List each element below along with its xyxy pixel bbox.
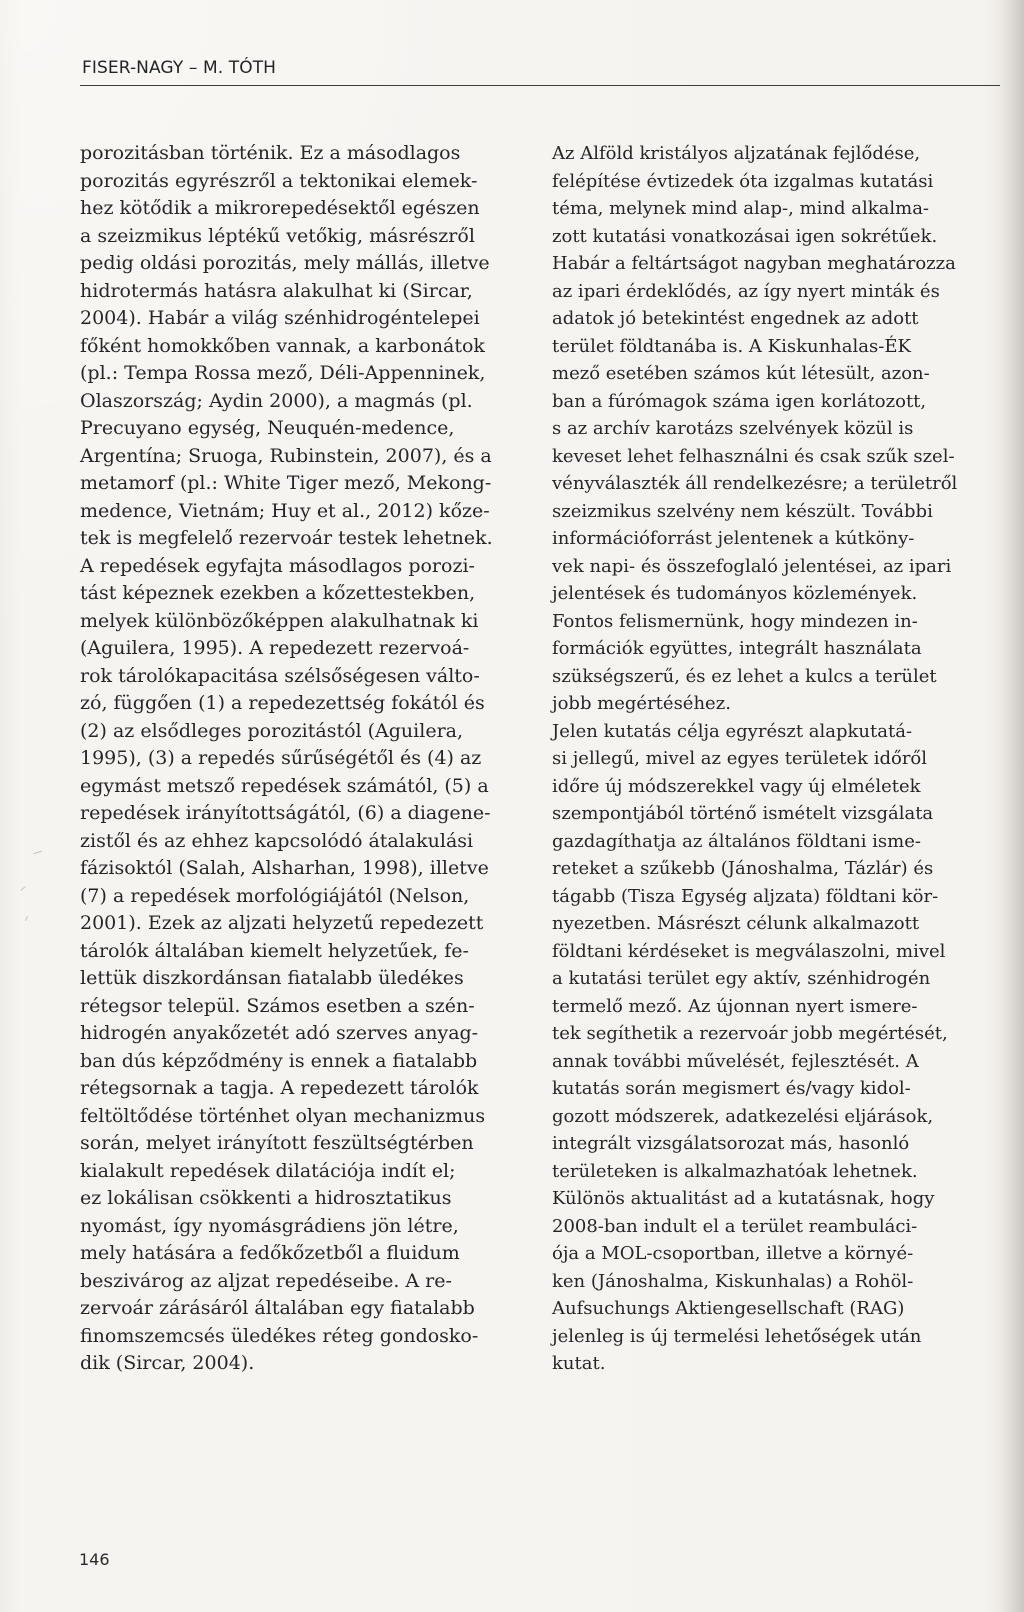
text-line: tek segíthetik a rezervoár jobb megértését, [552,1023,948,1044]
text-line: 1995), (3) a repedés sűrűségétől és (4) az [80,747,482,769]
header-rule [80,85,1000,86]
text-line: nyomást, így nyomásgrádiens jön létre, [80,1214,459,1237]
text-line: területeken is alkalmazhatóak lehetnek. [552,1160,918,1182]
running-header: FISER-NAGY – M. TÓTH [82,58,277,78]
text-line: Az Alföld kristályos aljzatának fejlődése, [552,143,921,164]
margin-mark [20,886,25,890]
text-line: 2004). Habár a világ szénhidrogéntelepei [80,307,480,329]
text-line: fázisoktól (Salah, Alsharhan, 1998), illetve [80,857,489,879]
text-line: keveset lehet felhasználni és csak szűk szel- [552,445,955,467]
text-line: főként homokkőben vannak, a karbonátok [80,334,485,357]
text-line: terület földtanába is. A Kiskunhalas-ÉK [552,335,911,357]
text-line: tágabb (Tisza Egység aljzata) földtani kör- [552,885,939,907]
text-line: si jellegű, mivel az egyes területek időről [552,748,928,769]
text-line: (Aguilera, 1995). A repedezett rezervoá- [80,637,470,659]
text-line: információforrást jelentenek a kútköny- [552,528,915,549]
text-line: földtani kérdéseket is megválaszolni, mivel [552,940,946,962]
text-line: melyek különbözőképpen alakulhatnak ki [80,609,479,632]
text-line: időre új módszerekkel vagy új elméletek [552,775,921,797]
text-line: ban a fúrómagok száma igen korlátozott, [552,390,927,412]
text-line: ken (Jánoshalma, Kiskunhalas) a Rohöl- [552,1270,914,1292]
text-line: (2) az elsődleges porozitástól (Aguilera, [80,719,464,742]
text-line: egymást metsző repedések számától, (5) a [80,774,489,797]
text-line: hidrotermás hatásra alakulhat ki (Sircar, [80,279,473,302]
text-line: felépítése évtizedek óta izgalmas kutatási [552,170,934,192]
margin-mark [25,916,28,921]
text-line: mely hatására a fedőkőzetből a fluidum [80,1242,460,1264]
text-line: nyezetben. Másrészt célunk alkalmazott [552,913,920,934]
text-line: Olaszország; Aydin 2000), a magmás (pl. [80,389,473,412]
text-line: tek is megfelelő rezervoár testek lehetnek. [80,527,493,549]
text-line: téma, melynek mind alap-, mind alkalma- [552,198,930,219]
text-line: porozitás egyrészről a tektonikai elemek- [80,169,478,192]
text-line: adatok jó betekintést engednek az adott [552,308,919,329]
text-line: (pl.: Tempa Rossa mező, Déli-Appenninek, [80,362,486,384]
text-line: Precuyano egység, Neuquén-medence, [80,417,455,439]
right-text-column [552,140,1003,1378]
text-line: ója a MOL-csoportban, illetve a környé- [552,1243,914,1264]
text-line: jelentések és tudományos közlemények. [552,583,918,604]
text-line: medence, Vietnám; Huy et al., 2012) kőze- [80,499,490,522]
text-line: 2001). Ezek az aljzati helyzetű repedezett [80,912,484,934]
text-line: (7) a repedések morfológiájától (Nelson, [80,884,470,907]
text-line: mező esetében számos kút létesült, azon- [552,363,930,384]
text-line: Különös aktualitást ad a kutatásnak, hogy [552,1188,935,1209]
margin-mark [33,851,42,855]
text-line: beszivárog az aljzat repedéseibe. A re- [80,1269,452,1292]
text-line: finomszemcsés üledékes réteg gondosko- [80,1324,479,1347]
text-line: porozitásban történik. Ez a másodlagos [80,142,461,164]
text-line: tárolók általában kiemelt helyzetűek, fe- [80,939,469,962]
text-line: vényválaszték áll rendelkezésre; a területről [552,473,958,494]
text-line: lettük diszkordánsan fiatalabb üledékes [80,967,464,989]
text-line: gozott módszerek, adatkezelési eljárások, [552,1105,934,1127]
text-line: szempontjából történő ismételt vizsgálata [552,803,934,824]
text-line: rok tárolókapacitása szélsőségesen válto- [80,664,480,687]
text-line: szükségszerű, és ez lehet a kulcs a terület [552,665,937,687]
text-line: Jelen kutatás célja egyrészt alapkutatá- [552,720,913,742]
text-line: zó, függően (1) a repedezettség fokától és [80,692,485,714]
page-number: 146 [79,1550,110,1569]
text-line: jelenleg is új termelési lehetőségek után [552,1325,922,1347]
text-line: Argentína; Sruoga, Rubinstein, 2007), és a [80,444,492,467]
text-line: reteket a szűkebb (Jánoshalma, Tázlár) és [552,858,934,879]
text-line: zervoár zárásáról általában egy fiatalabb [80,1297,475,1319]
text-line: szeizmikus szelvény nem készült. További [552,500,933,522]
text-line: feltöltődése történhet olyan mechanizmus [80,1104,486,1127]
text-line: zistől és az ehhez kapcsolódó átalakulási [80,829,474,852]
text-line: repedések irányítottságától, (6) a diagene- [80,802,491,824]
text-line: dik (Sircar, 2004). [80,1352,255,1374]
text-line: tást képeznek ezekben a kőzettestekben, [80,582,476,604]
text-line: Aufsuchungs Aktiengesellschaft (RAG) [552,1298,905,1319]
text-line: kutat. [552,1353,606,1374]
text-line: ban dús képződmény is ennek a fiatalabb [80,1049,478,1072]
text-line: pedig oldási porozitás, mely mállás, illetve [80,252,490,274]
text-line: A repedések egyfajta másodlagos porozi- [80,554,475,577]
text-line: formációk együttes, integrált használata [552,638,922,659]
text-line: kutatás során megismert és/vagy kidol- [552,1078,911,1099]
text-line: gazdagíthatja az általános földtani isme- [552,830,921,852]
text-line: során, melyet irányított feszültségtérben [80,1132,474,1154]
text-line: Fontos felismernünk, hogy mindezen in- [552,610,918,632]
text-line: s az archív karotázs szelvények közül is [552,418,914,439]
text-line: termelő mező. Az újonnan nyert ismere- [552,995,918,1017]
text-line: rétegsor települ. Számos esetben a szén- [80,994,475,1017]
text-line: az ipari érdeklődés, az így nyert minták és [552,280,940,302]
text-line: a kutatási terület egy aktív, szénhidrogén [552,968,931,989]
text-line: metamorf (pl.: White Tiger mező, Mekong- [80,472,492,494]
text-line: 2008-ban indult el a terület reambuláci- [552,1215,918,1237]
text-line: integrált vizsgálatsorozat más, hasonló [552,1133,910,1154]
text-line: hez kötődik a mikrorepedésektől egészen [80,197,480,219]
text-line: vek napi- és összefoglaló jelentései, az ipari [552,555,952,577]
text-line: kialakult repedések dilatációja indít el; [80,1159,456,1182]
text-line: hidrogén anyakőzetét adó szerves anyag- [80,1022,479,1044]
text-line: jobb megértéséhez. [552,693,731,714]
left-text-column [80,140,505,1378]
text-line: ez lokálisan csökkenti a hidrosztatikus [80,1187,452,1209]
text-line: zott kutatási vonatkozásai igen sokrétűek. [552,225,938,247]
text-line: annak további művelését, fejlesztését. A [552,1050,919,1072]
text-line: rétegsornak a tagja. A repedezett tárolók [80,1077,479,1099]
text-line: Habár a feltártságot nagyban meghatározza [552,253,956,274]
text-line: a szeizmikus léptékű vetőkig, másrészről [80,224,475,247]
